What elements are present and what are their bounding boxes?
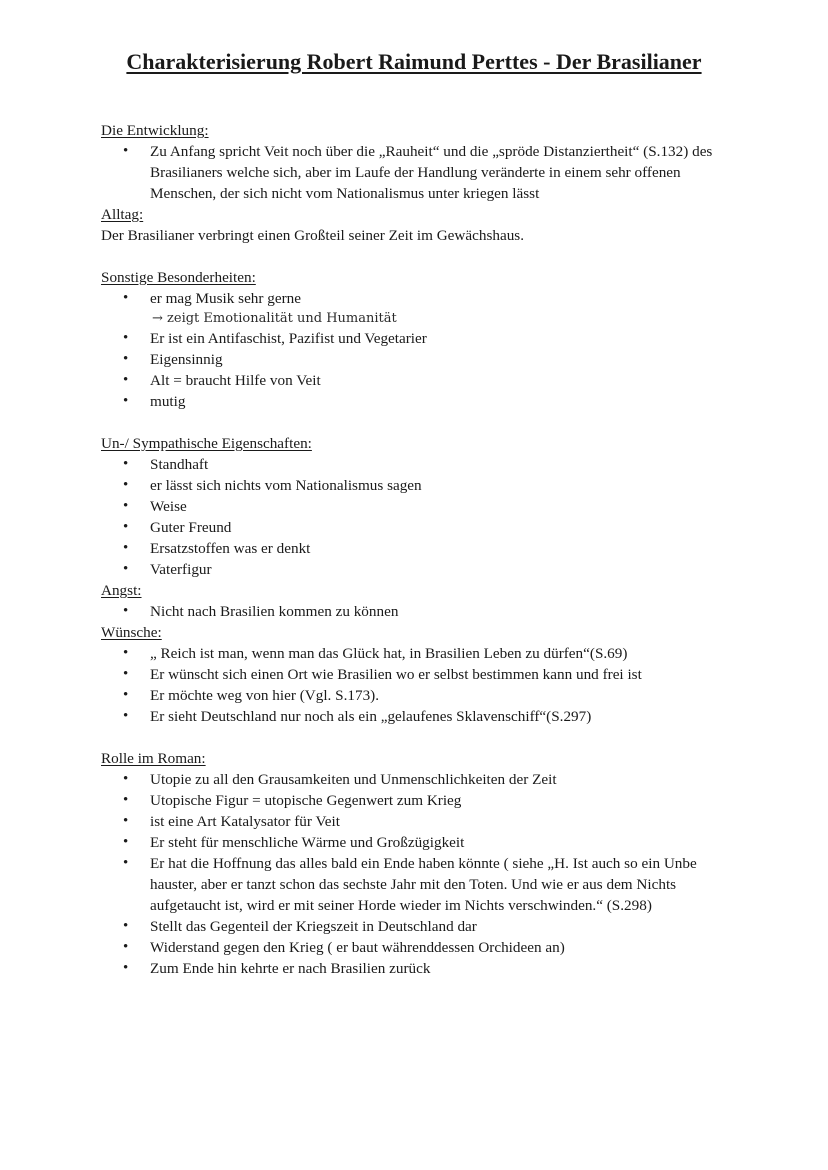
list-item-text: ist eine Art Katalysator für Veit bbox=[150, 813, 340, 830]
heading-rolle: Rolle im Roman: bbox=[101, 750, 206, 767]
list-eigenschaften bbox=[101, 454, 741, 580]
list-item-text: Zum Ende hin kehrte er nach Brasilien zurück bbox=[150, 960, 431, 977]
list-item bbox=[101, 141, 741, 204]
list-item-text: Er ist ein Antifaschist, Pazifist und Vegetarier bbox=[150, 330, 427, 347]
bullet-icon: • bbox=[123, 330, 129, 346]
list-rolle bbox=[101, 769, 741, 979]
page-title: Charakterisierung Robert Raimund Perttes - Der Brasilianer bbox=[126, 49, 702, 74]
list-item bbox=[101, 832, 741, 853]
list-item-text: Widerstand gegen den Krieg ( er baut währenddessen Orchideen an) bbox=[150, 939, 565, 956]
heading-besonderheiten: Sonstige Besonderheiten: bbox=[101, 269, 256, 286]
list-item bbox=[101, 349, 741, 370]
list-item-text: Utopische Figur = utopische Gegenwert zum Krieg bbox=[150, 792, 462, 809]
heading-entwicklung: Die Entwicklung: bbox=[101, 122, 209, 139]
list-angst bbox=[101, 601, 741, 622]
bullet-icon: • bbox=[123, 687, 129, 703]
bullet-icon: • bbox=[123, 498, 129, 514]
list-item bbox=[101, 391, 741, 412]
list-item-text: Er hat die Hoffnung das alles bald ein Ende haben könnte ( siehe „H. Ist auch so ein Unbe hauster, aber er tanzt schon das sechste Jahr mit den Toten. Und wie er aus dem Nichts aufgetaucht ist, wird er mit seiner Horde wieder im Nichts verschwinden.“ (S.298) bbox=[150, 855, 697, 914]
list-item-text: Er wünscht sich einen Ort wie Brasilien wo er selbst bestimmen kann und frei ist bbox=[150, 666, 642, 683]
list-item-text: Ersatzstoffen was er denkt bbox=[150, 540, 311, 557]
list-item-text: Utopie zu all den Grausamkeiten und Unmenschlichkeiten der Zeit bbox=[150, 771, 557, 788]
list-item bbox=[101, 664, 741, 685]
bullet-icon: • bbox=[123, 645, 129, 661]
alltag-text: Der Brasilianer verbringt einen Großteil seiner Zeit im Gewächshaus. bbox=[101, 227, 524, 244]
bullet-icon: • bbox=[123, 477, 129, 493]
list-item bbox=[101, 538, 741, 559]
spacer bbox=[101, 727, 741, 748]
list-item bbox=[101, 769, 741, 790]
list-item bbox=[101, 937, 741, 958]
list-item bbox=[101, 370, 741, 391]
list-item-text: mutig bbox=[150, 393, 186, 410]
bullet-icon: • bbox=[123, 855, 129, 871]
list-item bbox=[101, 685, 741, 706]
bullet-icon: • bbox=[123, 708, 129, 724]
list-item bbox=[101, 475, 741, 496]
list-item bbox=[101, 916, 741, 937]
list-item-text: Weise bbox=[150, 498, 187, 515]
list-item-text: Er möchte weg von hier (Vgl. S.173). bbox=[150, 687, 380, 704]
list-item-text: Standhaft bbox=[150, 456, 209, 473]
list-item-text: Guter Freund bbox=[150, 519, 232, 536]
bullet-icon: • bbox=[123, 813, 129, 829]
bullet-icon: • bbox=[123, 519, 129, 535]
list-item-text: Er steht für menschliche Wärme und Großzügigkeit bbox=[150, 834, 465, 851]
bullet-icon: • bbox=[123, 456, 129, 472]
bullet-icon: • bbox=[123, 666, 129, 682]
list-item bbox=[101, 288, 741, 328]
list-item-text: Vaterfigur bbox=[150, 561, 212, 578]
list-item-text: er mag Musik sehr gerne bbox=[150, 290, 301, 307]
bullet-icon: • bbox=[123, 771, 129, 787]
heading-angst: Angst: bbox=[101, 582, 142, 599]
bullet-icon: • bbox=[123, 540, 129, 556]
list-item-text: Zu Anfang spricht Veit noch über die „Rauheit“ und die „spröde Distanziertheit“ (S.132) des Brasilianers welche sich, aber im Laufe der Handlung veränderte in einem sehr offenen Menschen, der sich nicht vom Nationalismus unter kriegen lässt bbox=[150, 143, 713, 202]
bullet-icon: • bbox=[123, 918, 129, 934]
spacer bbox=[101, 246, 741, 267]
list-item bbox=[101, 706, 741, 727]
bullet-icon: • bbox=[123, 561, 129, 577]
list-item-text: er lässt sich nichts vom Nationalismus sagen bbox=[150, 477, 422, 494]
list-item bbox=[101, 811, 741, 832]
list-besonderheiten bbox=[101, 288, 741, 412]
list-item-text: „ Reich ist man, wenn man das Glück hat, in Brasilien Leben zu dürfen“(S.69) bbox=[150, 645, 628, 662]
list-item bbox=[101, 559, 741, 580]
bullet-icon: • bbox=[123, 960, 129, 976]
spacer bbox=[101, 412, 741, 433]
bullet-icon: • bbox=[123, 939, 129, 955]
heading-eigenschaften: Un-/ Sympathische Eigenschaften: bbox=[101, 435, 312, 452]
bullet-icon: • bbox=[123, 393, 129, 409]
list-item bbox=[101, 454, 741, 475]
list-item-text: Er sieht Deutschland nur noch als ein „gelaufenes Sklavenschiff“(S.297) bbox=[150, 708, 592, 725]
list-item bbox=[101, 496, 741, 517]
bullet-icon: • bbox=[123, 143, 129, 159]
list-item bbox=[101, 643, 741, 664]
list-item bbox=[101, 328, 741, 349]
list-item bbox=[101, 517, 741, 538]
bullet-icon: • bbox=[123, 290, 129, 306]
document-body bbox=[101, 120, 741, 979]
list-wuensche bbox=[101, 643, 741, 727]
bullet-icon: • bbox=[123, 792, 129, 808]
bullet-icon: • bbox=[123, 372, 129, 388]
heading-wuensche: Wünsche: bbox=[101, 624, 162, 641]
list-item bbox=[101, 601, 741, 622]
list-entwicklung bbox=[101, 141, 741, 204]
bullet-icon: • bbox=[123, 834, 129, 850]
bullet-icon: • bbox=[123, 351, 129, 367]
list-item-text: Nicht nach Brasilien kommen zu können bbox=[150, 603, 399, 620]
list-item bbox=[101, 853, 741, 916]
list-item bbox=[101, 790, 741, 811]
list-item-text: Alt = braucht Hilfe von Veit bbox=[150, 372, 321, 389]
list-item bbox=[101, 958, 741, 979]
sub-note: → zeigt Emotionalität und Humanität bbox=[152, 311, 397, 326]
list-item-text: Stellt das Gegenteil der Kriegszeit in Deutschland dar bbox=[150, 918, 477, 935]
bullet-icon: • bbox=[123, 603, 129, 619]
list-item-text: Eigensinnig bbox=[150, 351, 223, 368]
heading-alltag: Alltag: bbox=[101, 206, 144, 223]
